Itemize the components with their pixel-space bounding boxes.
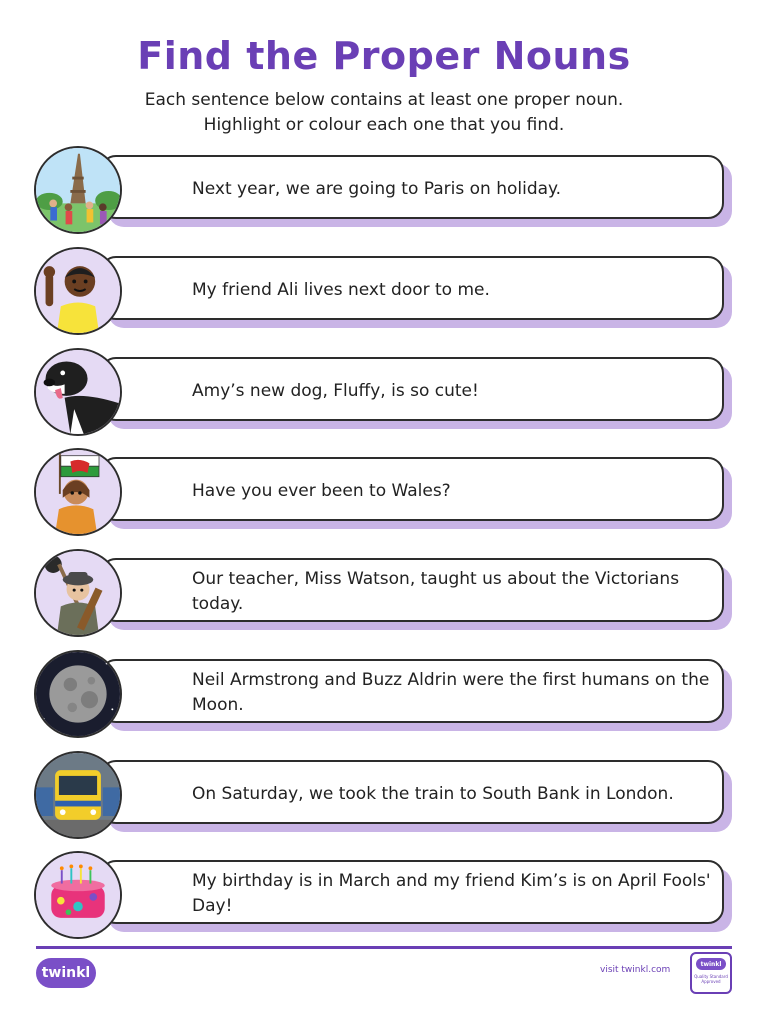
twinkl-logo: twinkl xyxy=(36,958,96,988)
sentence-card xyxy=(100,760,724,824)
quality-badge-caption: Quality Standard Approved xyxy=(694,974,728,984)
sentence-row-8 xyxy=(34,860,740,938)
footer-divider xyxy=(36,946,732,949)
sentence-card xyxy=(100,357,724,421)
sentence-text: Next year, we are going to Paris on holiday. xyxy=(192,178,562,199)
chimney-sweep-icon xyxy=(34,549,122,637)
moon-icon xyxy=(34,650,122,738)
sentence-text: My birthday is in March and my friend Kim’s is on April Fools' Day! xyxy=(192,871,711,916)
sentence-text: My friend Ali lives next door to me. xyxy=(192,279,490,300)
sentence-row-2 xyxy=(34,256,740,334)
quality-badge-title: twinkl xyxy=(696,958,726,970)
sentence-row-1 xyxy=(34,155,740,233)
sentence-row-6 xyxy=(34,659,740,737)
sentence-card xyxy=(100,457,724,521)
instructions-line-2: Highlight or colour each one that you find. xyxy=(203,115,565,135)
sentence-text: Our teacher, Miss Watson, taught us about the Victorians today. xyxy=(192,569,680,614)
sentence-card xyxy=(100,256,724,320)
sentence-card xyxy=(100,860,724,924)
sentence-row-5 xyxy=(34,558,740,636)
birthday-cake-icon xyxy=(34,851,122,939)
dog-icon xyxy=(34,348,122,436)
page-title: Find the Proper Nouns xyxy=(137,34,631,78)
sentence-card xyxy=(100,558,724,622)
quality-standard-badge xyxy=(690,952,732,994)
sentence-row-4 xyxy=(34,457,740,535)
sentence-text: Amy’s new dog, Fluffy, is so cute! xyxy=(192,380,479,401)
instructions-line-1: Each sentence below contains at least one proper noun. xyxy=(144,90,624,110)
welsh-flag-icon xyxy=(34,448,122,536)
visit-link[interactable]: visit twinkl.com xyxy=(600,965,671,975)
sentence-card xyxy=(100,659,724,723)
sentence-text: Have you ever been to Wales? xyxy=(192,480,451,501)
sentence-row-7 xyxy=(34,760,740,838)
sentence-card xyxy=(100,155,724,219)
sentence-text: Neil Armstrong and Buzz Aldrin were the first humans on the Moon. xyxy=(192,670,710,715)
train-icon xyxy=(34,751,122,839)
eiffel-tower-icon xyxy=(34,146,122,234)
sentence-text: On Saturday, we took the train to South Bank in London. xyxy=(192,783,674,804)
sentence-row-3 xyxy=(34,357,740,435)
boy-waving-icon xyxy=(34,247,122,335)
instructions xyxy=(0,88,768,138)
